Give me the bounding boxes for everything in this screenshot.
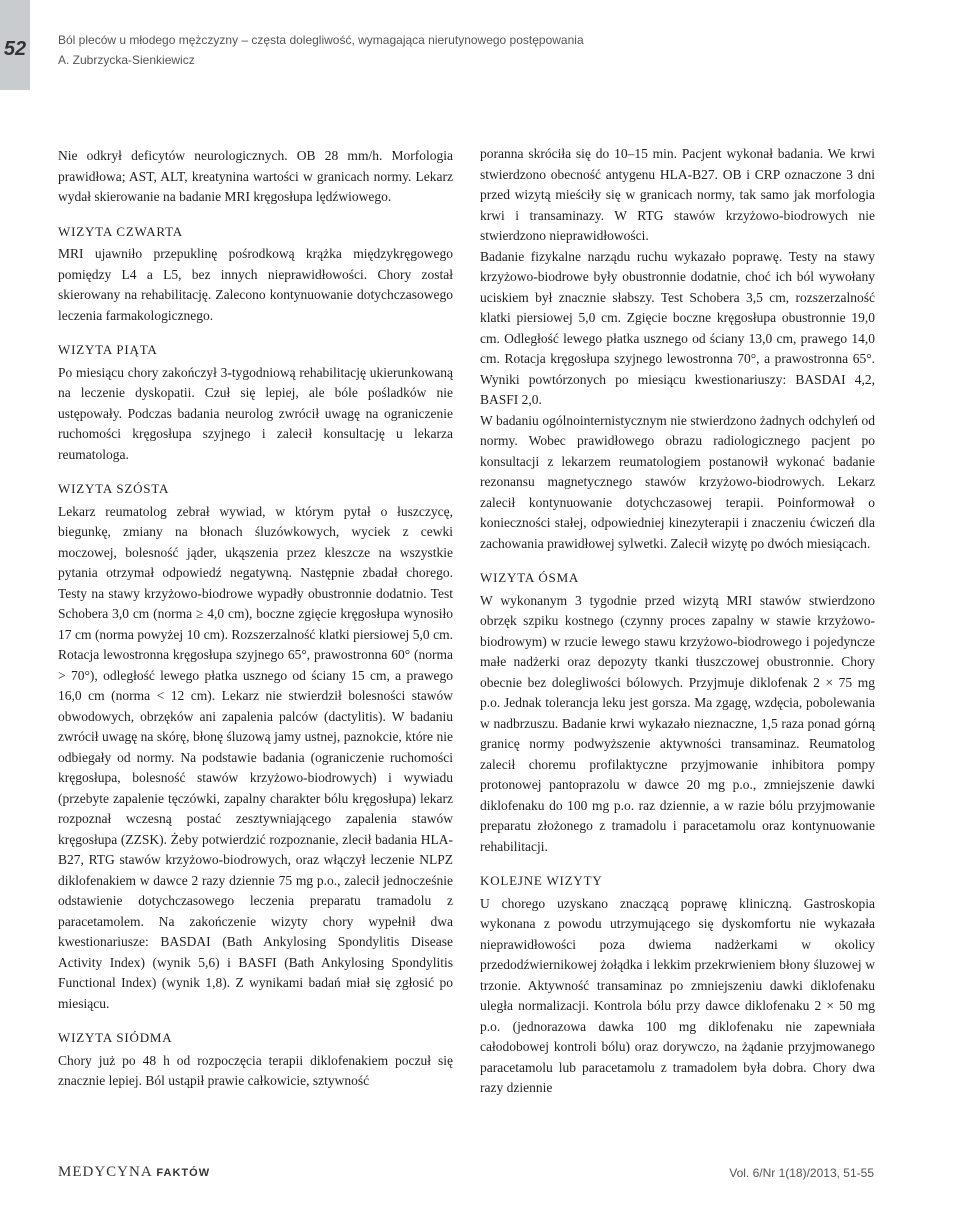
left-column bbox=[58, 146, 453, 1092]
paragraph-badanie-internistyczne: W badaniu ogólnointernistycznym nie stwierdzono żadnych odchyleń od normy. Wobec prawidłowego obrazu radiologicznego pacjent po konsultacji z lekarzem reumatologiem postanowił wykonać badanie rezonansu magnetycznego stawów krzyżowo-biodrowych. Lekarz zalecił kontynuowanie dotychczasowej terapii. Poinformował o konieczności stałej, odpowiedniej kinezyterapii i znaczeniu ćwiczeń dla zachowania prawidłowej sylwetki. Zalecił wizytę po dwóch miesiącach. bbox=[480, 412, 875, 551]
section-heading-wizyta-osma: WIZYTA ÓSMA bbox=[480, 570, 580, 585]
paragraph-kolejne-wizyty: U chorego uzyskano znaczącą poprawę kliniczną. Gastroskopia wykonana z powodu utrzymującego się dyskomfortu nie wykazała nieprawidłowości poza dwiema nadżerkami w okolicy przedodźwiernikowej żołądka i lekkim przekrwieniem błony śluzowej w trzonie. Aktywność transaminaz po zmniejszeniu dawki diklofenaku uległa normalizacji. Kontrola bólu przy dawce diklofenaku 2 × 50 mg p.o. (jednorazowa dawka 100 mg diklofenaku nie zapewniała całodobowej kontroli bólu) oraz dorywczo, na żądanie przyjmowanego paracetamolu lub paracetamolu z tramadolem była dobra. Chory dwa razy dziennie bbox=[480, 895, 875, 1095]
section-heading-wizyta-czwarta: WIZYTA CZWARTA bbox=[58, 223, 183, 239]
section-heading-wizyta-siodma: WIZYTA SIÓDMA bbox=[58, 1030, 173, 1045]
section-heading-wizyta-szosta: WIZYTA SZÓSTA bbox=[58, 481, 170, 496]
page-number: 52 bbox=[3, 38, 27, 60]
section-heading-kolejne-wizyty: KOLEJNE WIZYTY bbox=[480, 873, 603, 888]
paragraph-badanie-fizykalne: Badanie fizykalne narządu ruchu wykazało poprawę. Testy na stawy krzyżowo-biodrowe były obustronnie dodatnie, choć ich ból wywołany uciskiem był znacznie słabszy. Test Schobera 3,5 cm, rozszerzalność klatki piersiowej 5,0 cm. Zgięcie boczne kręgosłupa obustronnie 19,0 cm. Odległość lewego płatka usznego od ściany 13,0 cm, prawego 14,0 cm. Rotacja kręgosłupa szyjnego lewostronna 70°, a prawostronna 65°. Wyniki powtórzonych po miesiącu kwestionariuszy: BASDAI 4,2, BASFI 2,0. bbox=[480, 248, 875, 407]
section-heading-wizyta-piata: WIZYTA PIĄTA bbox=[58, 342, 158, 357]
paragraph-wizyta-siodma: Chory już po 48 h od rozpoczęcia terapii diklofenakiem poczuł się znacznie lepiej. Ból ustąpił prawie całkowicie, sztywność bbox=[58, 1052, 453, 1088]
paragraph-wizyta-piata: Po miesiącu chory zakończył 3-tygodniową rehabilitację ukierunkowaną na leczenie dyskopatii. Czuł się lepiej, ale bóle pośladków nie ustępowały. Podczas badania neurolog zwrócił uwagę na ograniczenie ruchomości kręgosłupa szyjnego i zalecił konsultację u lekarza reumatologa. bbox=[58, 364, 453, 462]
right-column bbox=[480, 144, 875, 1099]
journal-logo-main: MEDYCYNA bbox=[58, 1164, 153, 1180]
running-header-title: Ból pleców u młodego mężczyzny – częsta dolegliwość, wymagająca nierutynowego postępowania bbox=[58, 33, 584, 47]
journal-logo-sub: FAKTÓW bbox=[156, 1167, 211, 1179]
paragraph-continuation: poranna skróciła się do 10–15 min. Pacjent wykonał badania. We krwi stwierdzono obecność antygenu HLA-B27. OB i CRP oznaczone 3 dni przed wizytą mieściły się w granicach normy, tak samo jak morfologia krwi i transaminazy. W RTG stawów krzyżowo-biodrowych nie stwierdzono nieprawidłowości. bbox=[480, 146, 875, 243]
journal-logo bbox=[58, 1164, 210, 1181]
running-header bbox=[58, 30, 584, 70]
journal-reference: Vol. 6/Nr 1(18)/2013, 51-55 bbox=[729, 1166, 874, 1180]
paragraph-wizyta-osma: W wykonanym 3 tygodnie przed wizytą MRI stawów stwierdzono obrzęk szpiku kostnego (czynny proces zapalny w stawie krzyżowo-biodrowym) w rzucie lewego stawu krzyżowo-biodrowego i pojedyncze małe nadżerki oraz depozyty tkanki tłuszczowej obustronnie. Chory obecnie bez dolegliwości bólowych. Przyjmuje diklofenak 2 × 75 mg p.o. Jednak tolerancja leku jest gorsza. Ma zgagę, wzdęcia, pobolewania w nadbrzuszu. Badanie krwi wykazało nieznaczne, 1,5 raza ponad górną granicę normy podwyższenie aktywności transaminaz. Reumatolog zalecił choremu profilaktyczne przyjmowanie inhibitora pompy protonowej pantoprazolu w dawce 20 mg p.o., zmniejszenie dawki diklofenaku do 100 mg p.o. raz dziennie, a w razie bólu przyjmowanie preparatu złożonego z tramadolu i paracetamolu oraz kontynuowanie rehabilitacji. bbox=[480, 592, 875, 854]
paragraph-wizyta-szosta: Lekarz reumatolog zebrał wywiad, w którym pytał o łuszczycę, biegunkę, zmiany na błonach śluzówkowych, wyciek z cewki moczowej, bolesność jąder, ukąszenia przez kleszcze na wszystkie pytania otrzymał odpowiedź negatywną. Następnie zbadał chorego. Testy na stawy krzyżowo-biodrowe wypadły obustronnie dodatnio. Test Schobera 3,0 cm (norma ≥ 4,0 cm), boczne zgięcie kręgosłupa wynosiło 17 cm (norma powyżej 10 cm). Rozszerzalność klatki piersiowej 5,0 cm. Rotacja lewostronna kręgosłupa szyjnego 65°, prawostronna 60° (norma > 70°), odległość lewego płatka usznego od ściany 15 cm, a prawego 16,0 cm (norma < 12 cm). Lekarz nie stwierdził bolesności stawów obwodowych, obrzęków ani zapalenia palców (dactylitis). W badaniu zwrócił uwagę na skórę, błonę śluzową jamy ustnej, paznokcie, które nie odbiegały od normy. Na podstawie badania (ograniczenie ruchomości kręgosłupa, bolesność stawów krzyżowo-biodrowych) i wywiadu (przebyte zapalenie tęczówki, zapalny charakter bólu kręgosłupa) lekarz rozpoznał wczesną postać zesztywniającego zapalenia stawów kręgosłupa (ZZSK). Żeby potwierdzić rozpoznanie, zlecił badania HLA-B27, RTG stawów krzyżowo-biodrowych, oraz włączył leczenie NLPZ diklofenakiem w dawce 2 razy dziennie 75 mg p.o., zalecił jednocześnie odstawienie dotychczasowego leczenia preparatu tramadolu z paracetamolem. Na zakończenie wizyty chory wypełnił dwa kwestionariusze: BASDAI (Bath Ankylosing Spondylitis Disease Activity Index) (wynik 5,6) i BASFI (Bath Ankylosing Spondylitis Functional Index) (wynik 1,8). Z wynikami badań miał się zgłosić po miesiącu. bbox=[58, 503, 453, 1011]
paragraph-wizyta-czwarta: MRI ujawniło przepuklinę pośrodkową krążka międzykręgowego pomiędzy L4 a L5, bez innych nieprawidłowości. Chory został skierowany na rehabilitację. Zalecono kontynuowanie dotychczasowego leczenia farmakologicznego. bbox=[58, 246, 453, 323]
intro-paragraph: Nie odkrył deficytów neurologicznych. OB 28 mm/h. Morfologia prawidłowa; AST, ALT, kreatynina wartości w granicach normy. Lekarz wydał skierowanie na badanie MRI kręgosłupa lędźwiowego. bbox=[58, 148, 453, 204]
running-header-author: A. Zubrzycka-Sienkiewicz bbox=[58, 53, 195, 67]
